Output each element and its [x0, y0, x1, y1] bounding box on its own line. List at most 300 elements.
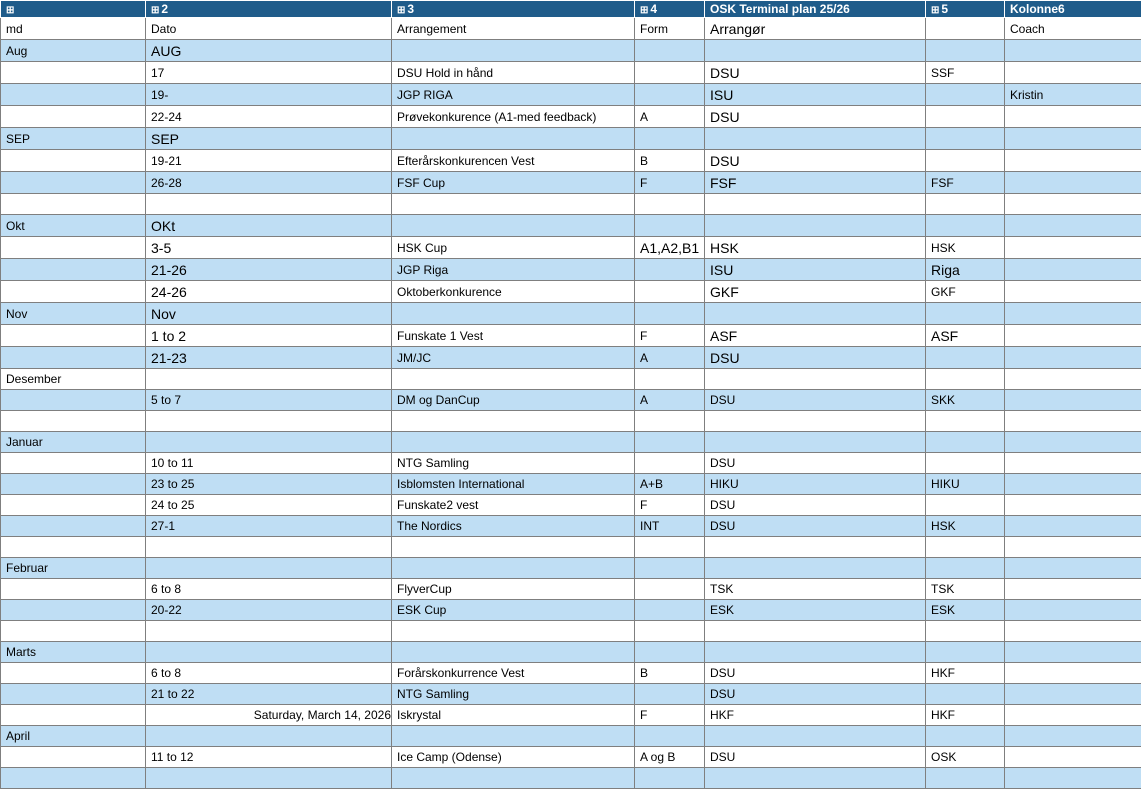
- cell-event[interactable]: [392, 768, 635, 789]
- cell-month[interactable]: [1, 325, 146, 347]
- cell-organizer[interactable]: [705, 411, 926, 432]
- cell-event[interactable]: Funskate2 vest: [392, 495, 635, 516]
- cell-month[interactable]: [1, 194, 146, 215]
- cell-form[interactable]: [635, 411, 705, 432]
- cell-organizer[interactable]: [705, 40, 926, 62]
- table-row[interactable]: [1, 40, 1141, 62]
- table-row[interactable]: [1, 237, 1141, 259]
- cell-event[interactable]: [392, 303, 635, 325]
- cell-coach[interactable]: [1005, 621, 1141, 642]
- cell-form[interactable]: [635, 215, 705, 237]
- cell-month[interactable]: [1, 281, 146, 303]
- cell-col5[interactable]: TSK: [926, 579, 1005, 600]
- cell-month[interactable]: [1, 663, 146, 684]
- filter-button-icon[interactable]: ⊞: [6, 6, 14, 16]
- cell-event[interactable]: The Nordics: [392, 516, 635, 537]
- header-cell-7[interactable]: [1005, 1, 1141, 18]
- cell-form[interactable]: A: [635, 347, 705, 369]
- cell-event[interactable]: [392, 537, 635, 558]
- cell-col5[interactable]: [926, 726, 1005, 747]
- cell-organizer[interactable]: [705, 726, 926, 747]
- cell-coach[interactable]: [1005, 663, 1141, 684]
- table-row[interactable]: [1, 84, 1141, 106]
- cell-date[interactable]: 27-1: [146, 516, 392, 537]
- cell-form[interactable]: [635, 62, 705, 84]
- cell-event[interactable]: Isblomsten International: [392, 474, 635, 495]
- cell-event[interactable]: [392, 432, 635, 453]
- cell-organizer[interactable]: FSF: [705, 172, 926, 194]
- cell-date[interactable]: 23 to 25: [146, 474, 392, 495]
- table-row[interactable]: [1, 642, 1141, 663]
- table-row[interactable]: [1, 303, 1141, 325]
- cell-coach[interactable]: [1005, 281, 1141, 303]
- cell-col5[interactable]: [926, 411, 1005, 432]
- cell-event[interactable]: NTG Samling: [392, 684, 635, 705]
- table-row[interactable]: [1, 705, 1141, 726]
- cell-coach[interactable]: [1005, 726, 1141, 747]
- cell-col5[interactable]: [926, 432, 1005, 453]
- cell-col5[interactable]: [926, 303, 1005, 325]
- table-row[interactable]: [1, 768, 1141, 789]
- table-row[interactable]: [1, 495, 1141, 516]
- cell-form[interactable]: Form: [635, 18, 705, 40]
- cell-date[interactable]: 21-26: [146, 259, 392, 281]
- cell-date[interactable]: [146, 537, 392, 558]
- cell-event[interactable]: Iskrystal: [392, 705, 635, 726]
- cell-month[interactable]: SEP: [1, 128, 146, 150]
- cell-month[interactable]: [1, 516, 146, 537]
- cell-col5[interactable]: GKF: [926, 281, 1005, 303]
- cell-organizer[interactable]: [705, 128, 926, 150]
- cell-organizer[interactable]: [705, 621, 926, 642]
- cell-event[interactable]: FSF Cup: [392, 172, 635, 194]
- cell-form[interactable]: A og B: [635, 747, 705, 768]
- table-row[interactable]: [1, 579, 1141, 600]
- cell-event[interactable]: [392, 726, 635, 747]
- cell-date[interactable]: [146, 432, 392, 453]
- cell-coach[interactable]: [1005, 495, 1141, 516]
- cell-coach[interactable]: Kristin: [1005, 84, 1141, 106]
- cell-coach[interactable]: [1005, 747, 1141, 768]
- cell-date[interactable]: Nov: [146, 303, 392, 325]
- cell-organizer[interactable]: [705, 558, 926, 579]
- cell-organizer[interactable]: DSU: [705, 106, 926, 128]
- cell-month[interactable]: [1, 768, 146, 789]
- cell-month[interactable]: [1, 495, 146, 516]
- cell-coach[interactable]: [1005, 474, 1141, 495]
- cell-month[interactable]: [1, 474, 146, 495]
- cell-form[interactable]: A+B: [635, 474, 705, 495]
- cell-col5[interactable]: [926, 369, 1005, 390]
- cell-organizer[interactable]: [705, 369, 926, 390]
- cell-form[interactable]: F: [635, 325, 705, 347]
- cell-event[interactable]: [392, 642, 635, 663]
- table-row[interactable]: [1, 390, 1141, 411]
- cell-month[interactable]: [1, 390, 146, 411]
- cell-month[interactable]: [1, 579, 146, 600]
- header-cell-6[interactable]: [926, 1, 1005, 18]
- cell-event[interactable]: JGP Riga: [392, 259, 635, 281]
- cell-month[interactable]: [1, 705, 146, 726]
- cell-coach[interactable]: [1005, 768, 1141, 789]
- cell-date[interactable]: [146, 642, 392, 663]
- table-row[interactable]: [1, 347, 1141, 369]
- table-row[interactable]: [1, 369, 1141, 390]
- cell-form[interactable]: A: [635, 390, 705, 411]
- cell-organizer[interactable]: DSU: [705, 347, 926, 369]
- cell-date[interactable]: [146, 194, 392, 215]
- cell-month[interactable]: [1, 347, 146, 369]
- table-row[interactable]: [1, 621, 1141, 642]
- cell-organizer[interactable]: DSU: [705, 663, 926, 684]
- cell-coach[interactable]: Coach: [1005, 18, 1141, 40]
- cell-coach[interactable]: [1005, 194, 1141, 215]
- cell-month[interactable]: [1, 684, 146, 705]
- cell-month[interactable]: [1, 600, 146, 621]
- cell-form[interactable]: [635, 579, 705, 600]
- cell-event[interactable]: [392, 194, 635, 215]
- cell-organizer[interactable]: [705, 194, 926, 215]
- cell-month[interactable]: Okt: [1, 215, 146, 237]
- cell-coach[interactable]: [1005, 684, 1141, 705]
- cell-col5[interactable]: [926, 84, 1005, 106]
- cell-month[interactable]: [1, 453, 146, 474]
- cell-organizer[interactable]: DSU: [705, 516, 926, 537]
- cell-form[interactable]: [635, 558, 705, 579]
- cell-organizer[interactable]: HSK: [705, 237, 926, 259]
- cell-month[interactable]: [1, 62, 146, 84]
- cell-date[interactable]: [146, 768, 392, 789]
- cell-month[interactable]: [1, 172, 146, 194]
- cell-col5[interactable]: [926, 642, 1005, 663]
- cell-coach[interactable]: [1005, 642, 1141, 663]
- cell-event[interactable]: Efterårskonkurencen Vest: [392, 150, 635, 172]
- cell-form[interactable]: [635, 128, 705, 150]
- cell-organizer[interactable]: DSU: [705, 495, 926, 516]
- cell-col5[interactable]: HIKU: [926, 474, 1005, 495]
- cell-form[interactable]: [635, 369, 705, 390]
- cell-form[interactable]: [635, 40, 705, 62]
- cell-form[interactable]: [635, 600, 705, 621]
- cell-organizer[interactable]: HKF: [705, 705, 926, 726]
- cell-event[interactable]: Funskate 1 Vest: [392, 325, 635, 347]
- table-row[interactable]: [1, 684, 1141, 705]
- cell-coach[interactable]: [1005, 215, 1141, 237]
- cell-organizer[interactable]: ASF: [705, 325, 926, 347]
- cell-date[interactable]: 11 to 12: [146, 747, 392, 768]
- cell-date[interactable]: AUG: [146, 40, 392, 62]
- cell-organizer[interactable]: DSU: [705, 453, 926, 474]
- cell-date[interactable]: SEP: [146, 128, 392, 150]
- cell-col5[interactable]: [926, 40, 1005, 62]
- cell-col5[interactable]: FSF: [926, 172, 1005, 194]
- cell-month[interactable]: Februar: [1, 558, 146, 579]
- header-cell-2[interactable]: [146, 1, 392, 18]
- table-row[interactable]: [1, 537, 1141, 558]
- cell-month[interactable]: Januar: [1, 432, 146, 453]
- cell-form[interactable]: B: [635, 663, 705, 684]
- cell-event[interactable]: FlyverCup: [392, 579, 635, 600]
- table-row[interactable]: [1, 259, 1141, 281]
- cell-event[interactable]: Prøvekonkurence (A1-med feedback): [392, 106, 635, 128]
- table-row[interactable]: [1, 62, 1141, 84]
- cell-form[interactable]: B: [635, 150, 705, 172]
- cell-col5[interactable]: ASF: [926, 325, 1005, 347]
- cell-coach[interactable]: [1005, 172, 1141, 194]
- cell-month[interactable]: [1, 150, 146, 172]
- table-row[interactable]: [1, 474, 1141, 495]
- cell-date[interactable]: 20-22: [146, 600, 392, 621]
- cell-event[interactable]: [392, 369, 635, 390]
- cell-form[interactable]: INT: [635, 516, 705, 537]
- filter-button-icon[interactable]: ⊞: [397, 6, 405, 16]
- cell-month[interactable]: [1, 237, 146, 259]
- cell-coach[interactable]: [1005, 347, 1141, 369]
- cell-col5[interactable]: [926, 768, 1005, 789]
- cell-month[interactable]: [1, 537, 146, 558]
- header-cell-1[interactable]: [1, 1, 146, 18]
- cell-col5[interactable]: HKF: [926, 705, 1005, 726]
- table-row[interactable]: [1, 747, 1141, 768]
- table-row[interactable]: [1, 411, 1141, 432]
- cell-coach[interactable]: [1005, 705, 1141, 726]
- cell-month[interactable]: [1, 84, 146, 106]
- cell-date[interactable]: 6 to 8: [146, 579, 392, 600]
- cell-col5[interactable]: [926, 150, 1005, 172]
- cell-date[interactable]: OKt: [146, 215, 392, 237]
- cell-date[interactable]: 19-: [146, 84, 392, 106]
- cell-date[interactable]: 19-21: [146, 150, 392, 172]
- cell-month[interactable]: Marts: [1, 642, 146, 663]
- cell-event[interactable]: HSK Cup: [392, 237, 635, 259]
- cell-col5[interactable]: HSK: [926, 516, 1005, 537]
- cell-organizer[interactable]: DSU: [705, 390, 926, 411]
- cell-organizer[interactable]: GKF: [705, 281, 926, 303]
- cell-organizer[interactable]: [705, 537, 926, 558]
- cell-coach[interactable]: [1005, 62, 1141, 84]
- table-row[interactable]: [1, 18, 1141, 40]
- cell-month[interactable]: [1, 259, 146, 281]
- cell-coach[interactable]: [1005, 106, 1141, 128]
- cell-organizer[interactable]: DSU: [705, 62, 926, 84]
- cell-organizer[interactable]: [705, 215, 926, 237]
- cell-month[interactable]: md: [1, 18, 146, 40]
- cell-coach[interactable]: [1005, 325, 1141, 347]
- cell-event[interactable]: [392, 128, 635, 150]
- table-row[interactable]: [1, 663, 1141, 684]
- cell-date[interactable]: 26-28: [146, 172, 392, 194]
- cell-col5[interactable]: [926, 558, 1005, 579]
- cell-col5[interactable]: [926, 453, 1005, 474]
- table-row[interactable]: [1, 106, 1141, 128]
- cell-event[interactable]: [392, 411, 635, 432]
- cell-organizer[interactable]: DSU: [705, 684, 926, 705]
- cell-form[interactable]: [635, 303, 705, 325]
- cell-event[interactable]: Forårskonkurrence Vest: [392, 663, 635, 684]
- cell-form[interactable]: F: [635, 172, 705, 194]
- cell-col5[interactable]: [926, 684, 1005, 705]
- cell-event[interactable]: Arrangement: [392, 18, 635, 40]
- cell-date[interactable]: Saturday, March 14, 2026: [146, 705, 392, 726]
- cell-organizer[interactable]: DSU: [705, 747, 926, 768]
- cell-event[interactable]: DM og DanCup: [392, 390, 635, 411]
- cell-date[interactable]: 6 to 8: [146, 663, 392, 684]
- cell-coach[interactable]: [1005, 579, 1141, 600]
- cell-coach[interactable]: [1005, 453, 1141, 474]
- cell-form[interactable]: [635, 194, 705, 215]
- cell-col5[interactable]: [926, 495, 1005, 516]
- cell-event[interactable]: [392, 558, 635, 579]
- table-row[interactable]: [1, 128, 1141, 150]
- cell-organizer[interactable]: [705, 642, 926, 663]
- cell-col5[interactable]: HSK: [926, 237, 1005, 259]
- cell-event[interactable]: [392, 621, 635, 642]
- cell-col5[interactable]: [926, 128, 1005, 150]
- cell-form[interactable]: [635, 453, 705, 474]
- cell-date[interactable]: [146, 726, 392, 747]
- cell-form[interactable]: [635, 684, 705, 705]
- cell-coach[interactable]: [1005, 259, 1141, 281]
- cell-organizer[interactable]: [705, 768, 926, 789]
- cell-coach[interactable]: [1005, 237, 1141, 259]
- cell-event[interactable]: Ice Camp (Odense): [392, 747, 635, 768]
- cell-coach[interactable]: [1005, 537, 1141, 558]
- cell-date[interactable]: 17: [146, 62, 392, 84]
- cell-coach[interactable]: [1005, 369, 1141, 390]
- header-cell-4[interactable]: [635, 1, 705, 18]
- cell-coach[interactable]: [1005, 128, 1141, 150]
- cell-date[interactable]: 22-24: [146, 106, 392, 128]
- cell-col5[interactable]: [926, 347, 1005, 369]
- cell-month[interactable]: Aug: [1, 40, 146, 62]
- cell-form[interactable]: F: [635, 495, 705, 516]
- cell-col5[interactable]: Riga: [926, 259, 1005, 281]
- cell-date[interactable]: 1 to 2: [146, 325, 392, 347]
- table-row[interactable]: [1, 215, 1141, 237]
- cell-organizer[interactable]: ISU: [705, 84, 926, 106]
- table-row[interactable]: [1, 194, 1141, 215]
- cell-date[interactable]: [146, 558, 392, 579]
- cell-date[interactable]: Dato: [146, 18, 392, 40]
- cell-organizer[interactable]: ISU: [705, 259, 926, 281]
- cell-event[interactable]: ESK Cup: [392, 600, 635, 621]
- cell-event[interactable]: [392, 215, 635, 237]
- filter-button-icon[interactable]: ⊞: [151, 6, 159, 16]
- cell-date[interactable]: 10 to 11: [146, 453, 392, 474]
- cell-event[interactable]: JGP RIGA: [392, 84, 635, 106]
- cell-month[interactable]: [1, 106, 146, 128]
- cell-coach[interactable]: [1005, 516, 1141, 537]
- cell-coach[interactable]: [1005, 411, 1141, 432]
- cell-col5[interactable]: HKF: [926, 663, 1005, 684]
- cell-month[interactable]: [1, 621, 146, 642]
- cell-month[interactable]: Nov: [1, 303, 146, 325]
- filter-button-icon[interactable]: ⊞: [931, 6, 939, 16]
- cell-organizer[interactable]: [705, 303, 926, 325]
- cell-event[interactable]: [392, 40, 635, 62]
- cell-coach[interactable]: [1005, 390, 1141, 411]
- cell-month[interactable]: [1, 411, 146, 432]
- cell-form[interactable]: [635, 432, 705, 453]
- cell-form[interactable]: A1,A2,B1: [635, 237, 705, 259]
- table-row[interactable]: [1, 453, 1141, 474]
- cell-col5[interactable]: SKK: [926, 390, 1005, 411]
- cell-coach[interactable]: [1005, 40, 1141, 62]
- header-cell-5[interactable]: [705, 1, 926, 18]
- cell-date[interactable]: [146, 621, 392, 642]
- cell-date[interactable]: 24-26: [146, 281, 392, 303]
- cell-month[interactable]: Desember: [1, 369, 146, 390]
- cell-event[interactable]: NTG Samling: [392, 453, 635, 474]
- cell-organizer[interactable]: HIKU: [705, 474, 926, 495]
- cell-date[interactable]: 21-23: [146, 347, 392, 369]
- cell-coach[interactable]: [1005, 600, 1141, 621]
- cell-coach[interactable]: [1005, 303, 1141, 325]
- cell-form[interactable]: [635, 768, 705, 789]
- cell-col5[interactable]: [926, 18, 1005, 40]
- cell-event[interactable]: Oktoberkonkurence: [392, 281, 635, 303]
- table-row[interactable]: [1, 325, 1141, 347]
- cell-form[interactable]: [635, 281, 705, 303]
- cell-event[interactable]: DSU Hold in hånd: [392, 62, 635, 84]
- table-row[interactable]: [1, 600, 1141, 621]
- cell-col5[interactable]: [926, 194, 1005, 215]
- cell-organizer[interactable]: [705, 432, 926, 453]
- cell-form[interactable]: F: [635, 705, 705, 726]
- cell-month[interactable]: April: [1, 726, 146, 747]
- cell-form[interactable]: [635, 84, 705, 106]
- table-row[interactable]: [1, 432, 1141, 453]
- cell-event[interactable]: JM/JC: [392, 347, 635, 369]
- cell-coach[interactable]: [1005, 558, 1141, 579]
- table-row[interactable]: [1, 281, 1141, 303]
- filter-button-icon[interactable]: ⊞: [640, 6, 648, 16]
- cell-date[interactable]: [146, 411, 392, 432]
- cell-form[interactable]: A: [635, 106, 705, 128]
- cell-form[interactable]: [635, 642, 705, 663]
- cell-organizer[interactable]: Arrangør: [705, 18, 926, 40]
- cell-date[interactable]: 24 to 25: [146, 495, 392, 516]
- cell-date[interactable]: 3-5: [146, 237, 392, 259]
- cell-coach[interactable]: [1005, 150, 1141, 172]
- cell-organizer[interactable]: DSU: [705, 150, 926, 172]
- cell-col5[interactable]: OSK: [926, 747, 1005, 768]
- header-cell-3[interactable]: [392, 1, 635, 18]
- cell-date[interactable]: [146, 369, 392, 390]
- cell-col5[interactable]: [926, 537, 1005, 558]
- table-row[interactable]: [1, 558, 1141, 579]
- cell-form[interactable]: [635, 259, 705, 281]
- cell-date[interactable]: 5 to 7: [146, 390, 392, 411]
- cell-col5[interactable]: ESK: [926, 600, 1005, 621]
- cell-col5[interactable]: [926, 621, 1005, 642]
- cell-form[interactable]: [635, 726, 705, 747]
- table-row[interactable]: [1, 150, 1141, 172]
- cell-month[interactable]: [1, 747, 146, 768]
- cell-col5[interactable]: SSF: [926, 62, 1005, 84]
- table-row[interactable]: [1, 172, 1141, 194]
- cell-organizer[interactable]: ESK: [705, 600, 926, 621]
- cell-form[interactable]: [635, 621, 705, 642]
- cell-col5[interactable]: [926, 106, 1005, 128]
- table-row[interactable]: [1, 516, 1141, 537]
- cell-form[interactable]: [635, 537, 705, 558]
- cell-col5[interactable]: [926, 215, 1005, 237]
- cell-organizer[interactable]: TSK: [705, 579, 926, 600]
- table-row[interactable]: [1, 726, 1141, 747]
- cell-date[interactable]: 21 to 22: [146, 684, 392, 705]
- cell-coach[interactable]: [1005, 432, 1141, 453]
